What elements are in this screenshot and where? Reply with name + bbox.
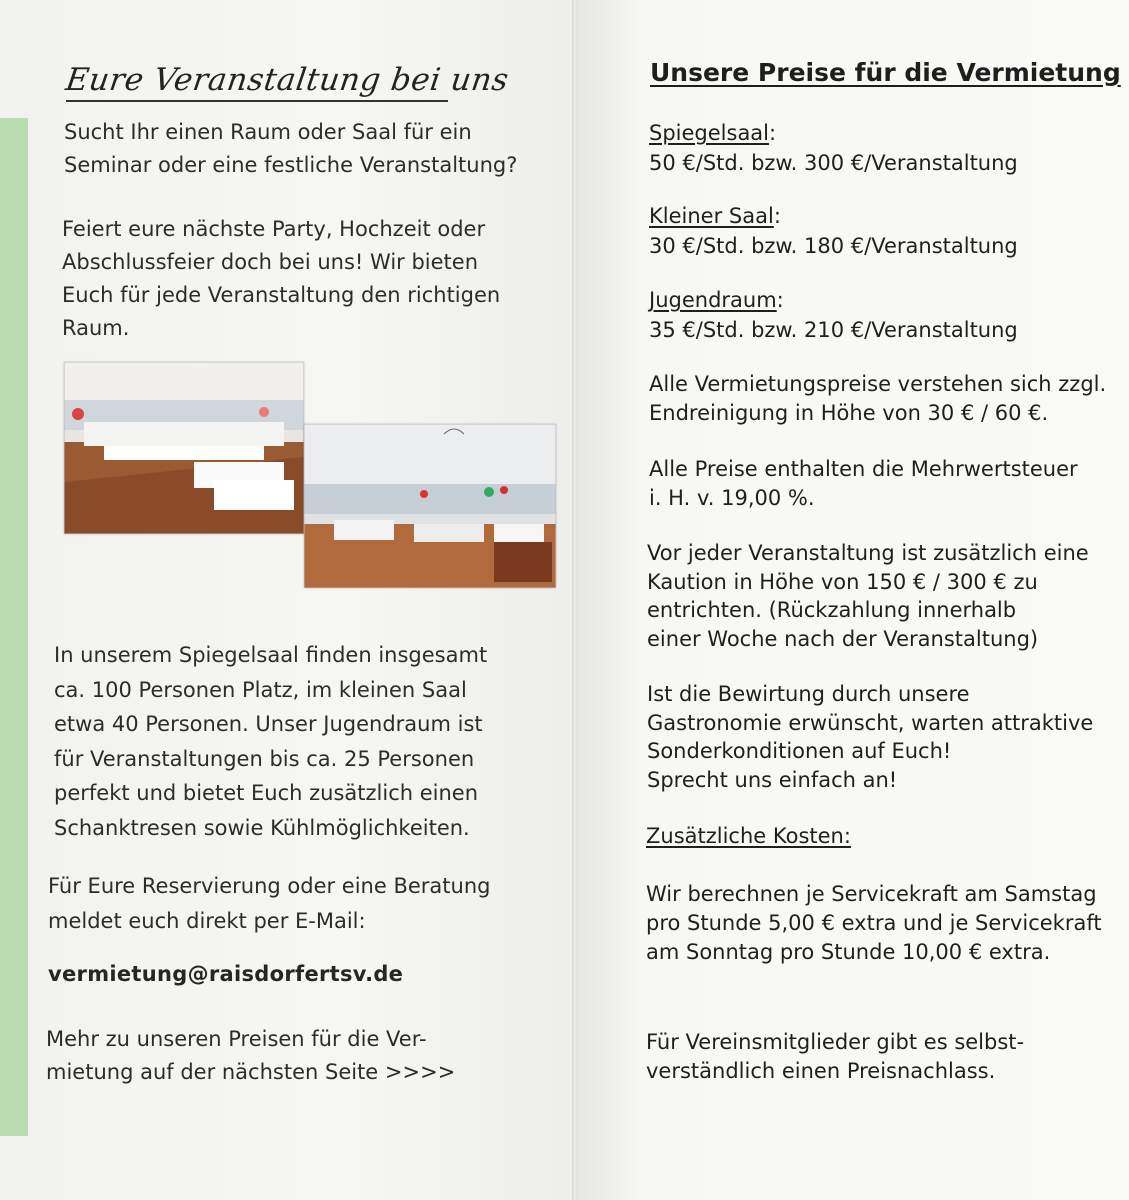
party-paragraph: Feiert eure nächste Party, Hochzeit oder Abschlussfeier doch bei uns! Wir bieten Euch für jede Veranstaltung den richtigen Raum.	[62, 217, 501, 340]
price-jugendraum: Jugendraum: 35 €/Std. bzw. 210 €/Veranstaltung	[649, 288, 1018, 342]
left-page-title: Eure Veranstaltung bei uns	[63, 62, 511, 98]
price-kleiner-saal: Kleiner Saal: 30 €/Std. bzw. 180 €/Veranstaltung	[649, 204, 1018, 258]
contact-email-link[interactable]: vermietung@raisdorfertsv.de	[48, 962, 404, 986]
title-underline	[66, 100, 448, 102]
vat-note: Alle Preise enthalten die Mehrwertsteuer i. H. v. 19,00 %.	[649, 457, 1078, 510]
member-discount-note: Für Vereinsmitglieder gibt es selbst- verständlich einen Preisnachlass.	[646, 1030, 1025, 1083]
price-spiegelsaal: Spiegelsaal: 50 €/Std. bzw. 300 €/Veranstaltung	[649, 121, 1018, 175]
next-page-note: Mehr zu unseren Preisen für die Ver- mietung auf der nächsten Seite >>>>	[46, 1027, 456, 1084]
contact-paragraph: Für Eure Reservierung oder eine Beratung meldet euch direkt per E-Mail:	[48, 874, 491, 933]
hall-photo-spiegelsaal	[64, 362, 304, 534]
extra-costs-note: Wir berechnen je Servicekraft am Samstag pro Stunde 5,00 € extra und je Servicekraft am Sonntag pro Stunde 10,00 € extra.	[646, 882, 1102, 964]
extra-costs-heading: Zusätzliche Kosten:	[646, 824, 851, 848]
page-fold	[572, 0, 578, 1200]
rooms-paragraph: In unserem Spiegelsaal finden insgesamt ca. 100 Personen Platz, im kleinen Saal etwa 40 Personen. Unser Jugendraum ist für Veranstaltungen bis ca. 25 Personen perfekt und bietet Euch zusätzlich einen Schanktresen sowie Kühlmöglichkeiten.	[54, 643, 488, 840]
cleaning-note: Alle Vermietungspreise verstehen sich zzgl. Endreinigung in Höhe von 30 € / 60 €.	[649, 372, 1107, 425]
catering-note: Ist die Bewirtung durch unsere Gastronomie erwünscht, warten attraktive Sonderkonditionen auf Euch! Sprecht uns einfach an!	[647, 682, 1094, 792]
hall-photo-decorated	[304, 424, 556, 588]
green-margin-strip	[0, 118, 28, 1136]
intro-paragraph: Sucht Ihr einen Raum oder Saal für ein Seminar oder eine festliche Veranstaltung?	[64, 120, 518, 177]
deposit-note: Vor jeder Veranstaltung ist zusätzlich eine Kaution in Höhe von 150 € / 300 € zu entrichten. (Rückzahlung innerhalb einer Woche nach der Veranstaltung)	[647, 541, 1089, 651]
right-page-title: Unsere Preise für die Vermietung	[650, 58, 1121, 87]
